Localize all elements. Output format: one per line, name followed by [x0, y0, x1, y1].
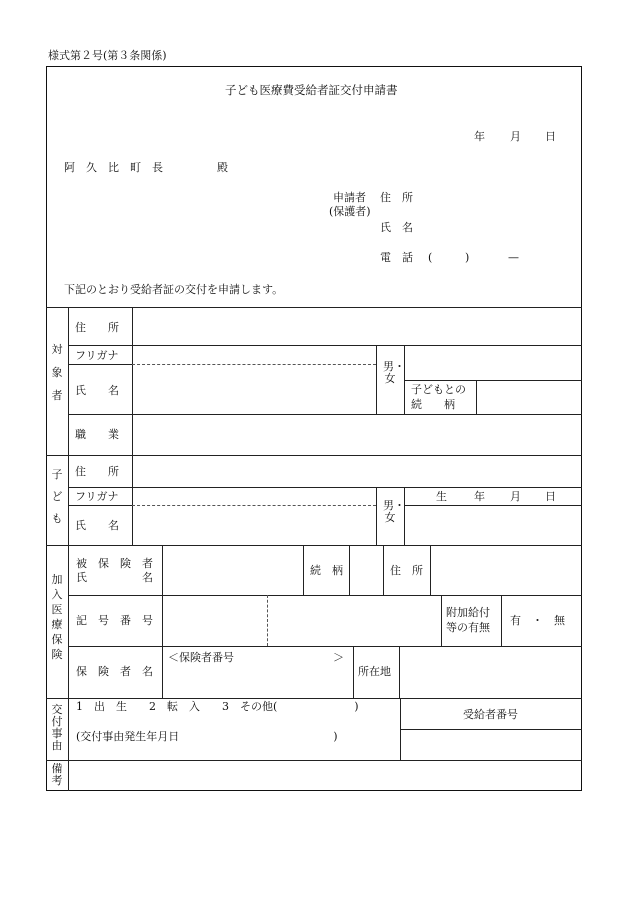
- date-day: 日: [545, 130, 556, 143]
- remarks-label: 備考: [51, 762, 63, 787]
- insured-address-label: 住 所: [390, 564, 423, 577]
- recipient-number-label: 受給者番号: [463, 708, 518, 721]
- form-number: 様式第２号(第３条関係): [48, 49, 167, 62]
- subject-relation-label-2: 続 柄: [411, 398, 455, 411]
- phone-paren-close: ): [465, 251, 470, 264]
- yes-no-choice[interactable]: 有 ・ 無: [510, 614, 565, 627]
- additional-benefit-label-2: 等の有無: [446, 621, 490, 634]
- applicant-label: 申請者: [333, 191, 366, 204]
- request-text: 下記のとおり受給者証の交付を申請します。: [64, 283, 284, 296]
- form-frame: [46, 66, 582, 791]
- additional-benefit-label-1: 附加給付: [446, 606, 490, 619]
- insurer-number-close: ＞: [333, 651, 344, 664]
- phone-dash: —: [508, 251, 519, 264]
- applicant-address-label: 住 所: [380, 191, 413, 204]
- phone-paren-open: (: [428, 251, 433, 264]
- birth-label: 生: [436, 490, 447, 503]
- addressee: 阿 久 比 町 長: [64, 161, 163, 174]
- occurrence-date-label: (交付事由発生年月日 ): [76, 730, 338, 743]
- child-section-title: 子ども: [51, 468, 63, 525]
- insured-label-1: 被 保 険 者: [76, 557, 153, 570]
- reason-section-title: 交付事由: [51, 703, 63, 752]
- birth-month: 月: [510, 490, 521, 503]
- insurer-number-label: ＜保険者番号: [168, 651, 234, 664]
- subject-furigana-label: フリガナ: [75, 349, 119, 362]
- insurance-section-title: 加入医療保険: [51, 573, 63, 661]
- applicant-phone-label: 電 話: [380, 251, 413, 264]
- location-label: 所在地: [358, 665, 391, 678]
- date-month: 月: [510, 130, 521, 143]
- child-furigana-label: フリガナ: [75, 490, 119, 503]
- subject-section-title: 対象者: [51, 343, 63, 402]
- insurer-name-label: 保 険 者 名: [76, 665, 153, 678]
- subject-gender[interactable]: 男・女: [383, 360, 405, 385]
- subject-address-label: 住 所: [75, 321, 119, 334]
- subject-occupation-label: 職 業: [75, 428, 119, 441]
- child-name-label: 氏 名: [75, 519, 119, 532]
- applicant-guardian: (保護者): [329, 205, 371, 218]
- reason-options[interactable]: 1 出 生 2 転 入 3 その他( ): [76, 700, 359, 713]
- child-address-label: 住 所: [75, 465, 119, 478]
- insured-relation-label: 続 柄: [310, 564, 343, 577]
- subject-name-label: 氏 名: [75, 384, 119, 397]
- subject-relation-label-1: 子どもとの: [411, 383, 466, 396]
- birth-year: 年: [474, 490, 485, 503]
- honorific: 殿: [217, 161, 228, 174]
- birth-day: 日: [545, 490, 556, 503]
- insured-label-2: 氏 名: [76, 571, 153, 584]
- applicant-name-label: 氏 名: [380, 221, 413, 234]
- date-year: 年: [474, 130, 485, 143]
- child-gender[interactable]: 男・女: [383, 499, 405, 524]
- symbol-number-label: 記 号 番 号: [76, 614, 153, 627]
- form-title: 子ども医療費受給者証交付申請書: [225, 83, 398, 97]
